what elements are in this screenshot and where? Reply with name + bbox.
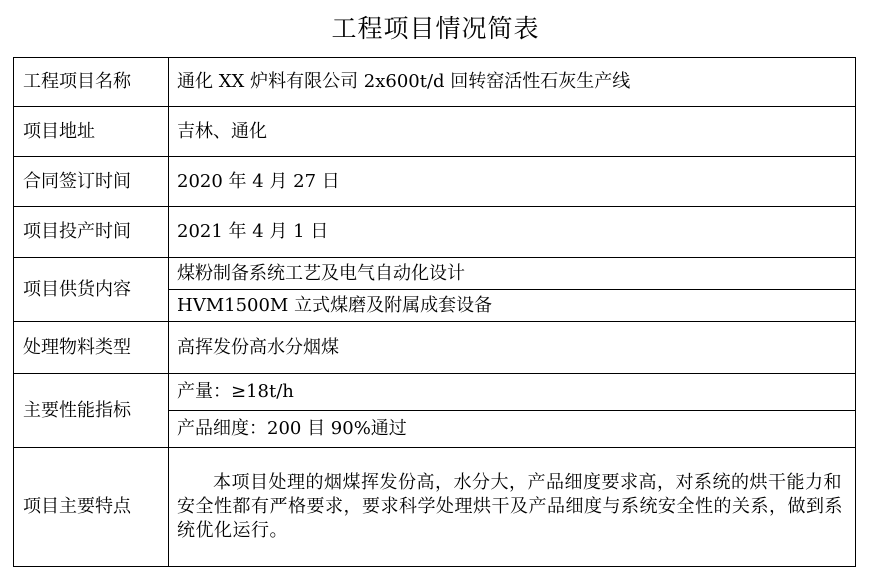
performance-label: 主要性能指标 [14,374,169,448]
location-value: 吉林、通化 [169,107,856,157]
project-summary-table [13,57,856,567]
supply-scope-item: 煤粉制备系统工艺及电气自动化设计 [169,258,856,290]
commission-date-value: 2021 年 4 月 1 日 [169,207,856,258]
performance-item: 产品细度：200 目 90%通过 [169,411,856,448]
material-type-label: 处理物料类型 [14,322,169,374]
supply-scope-label: 项目供货内容 [14,258,169,322]
project-name-label: 工程项目名称 [14,58,169,107]
contract-date-label: 合同签订时间 [14,157,169,207]
table-row [14,207,856,258]
commission-date-label: 项目投产时间 [14,207,169,258]
table-row [14,58,856,107]
table-row [14,448,856,567]
features-label: 项目主要特点 [14,448,169,567]
table-row [14,258,856,290]
features-description: 本项目处理的烟煤挥发份高，水分大，产品细度要求高，对系统的烘干能力和安全性都有严格要求，要求科学处理烘干及产品细度与系统安全性的关系，做到系统优化运行。 [169,448,856,567]
performance-item: 产量：≥18t/h [169,374,856,411]
document-title: 工程项目情况简表 [331,14,540,43]
table-row [14,374,856,411]
table-row [14,107,856,157]
contract-date-value: 2020 年 4 月 27 日 [169,157,856,207]
table-row [14,157,856,207]
table-row [14,322,856,374]
supply-scope-item: HVM1500M 立式煤磨及附属成套设备 [169,290,856,322]
project-name-value: 通化 XX 炉料有限公司 2x600t/d 回转窑活性石灰生产线 [169,58,856,107]
location-label: 项目地址 [14,107,169,157]
material-type-value: 高挥发份高水分烟煤 [169,322,856,374]
